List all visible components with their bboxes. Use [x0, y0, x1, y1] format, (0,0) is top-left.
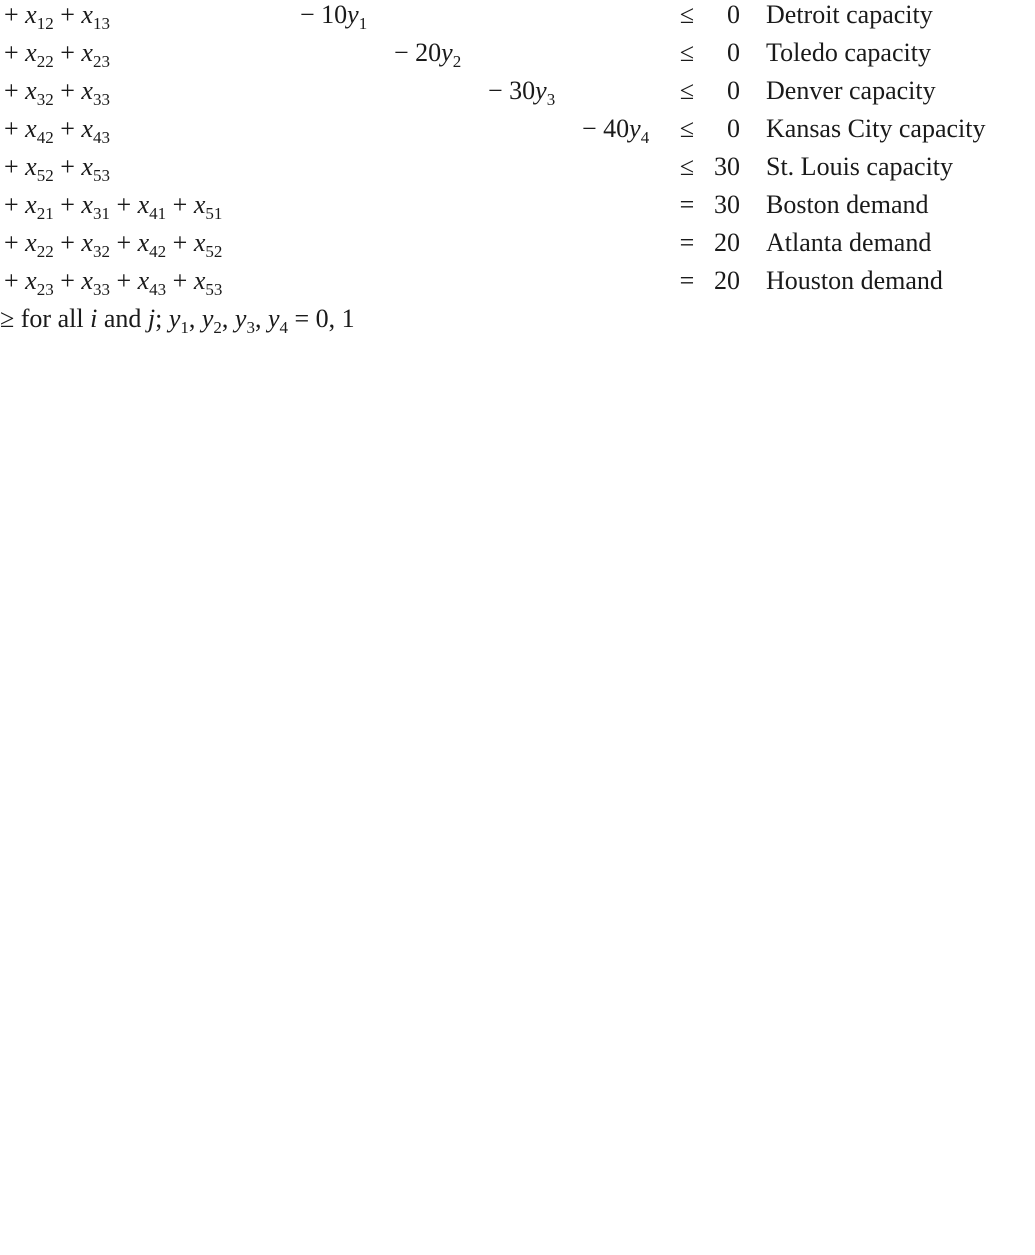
constraint-row	[0, 76, 1035, 114]
constraint-label: Atlanta demand	[766, 228, 932, 257]
subscript: 42	[36, 128, 54, 147]
constraint-label: Kansas City capacity	[766, 114, 986, 143]
subscript: 33	[92, 280, 110, 299]
variable: $x_{53}$	[81, 152, 110, 185]
subscript: 3	[246, 318, 255, 337]
subscript: 4	[279, 318, 289, 337]
constraint-label: Denver capacity	[766, 76, 936, 105]
nonnegativity-row	[0, 304, 1035, 342]
constraint-row	[0, 190, 1035, 228]
variable: $y_1$	[347, 0, 368, 33]
variable: $y_4$	[267, 304, 289, 337]
binary-term: − $30y_3$	[488, 76, 556, 109]
constraint-row	[0, 266, 1035, 304]
subscript: 2	[452, 52, 462, 71]
relation-symbol: =	[679, 266, 695, 295]
variable: $x_{42}$	[137, 228, 167, 261]
relation-symbol: ≤	[679, 114, 695, 143]
variable: $y_3$	[234, 304, 255, 337]
relation-symbol: ≤	[679, 152, 695, 181]
constraint-lhs: + $x_{22} + x_{32} + x_{42} + x_{52}$	[4, 228, 223, 261]
index-i: i	[90, 304, 98, 333]
subscript: 13	[92, 14, 110, 33]
constraint-row	[0, 38, 1035, 76]
variable: $x_{13}$	[81, 0, 110, 33]
variable: $y_4$	[629, 114, 650, 147]
variable: $x_{51}$	[193, 190, 223, 223]
subscript: 52	[36, 166, 54, 185]
subscript: 2	[213, 318, 222, 337]
variable: $x_{52}$	[25, 152, 54, 185]
binary-term: − $20y_2$	[394, 38, 462, 71]
constraint-rhs: 20	[714, 266, 740, 295]
variable: $x_{22}$	[25, 228, 54, 261]
variable: $x_{41}$	[137, 190, 167, 223]
variable: $y_2$	[441, 38, 462, 71]
subscript: 1	[358, 14, 368, 33]
subscript: 53	[92, 166, 110, 185]
subscript: 22	[36, 242, 54, 261]
subscript: 52	[205, 242, 223, 261]
variable: $x_{43}$	[81, 114, 110, 147]
constraint-rhs: 0	[727, 0, 740, 29]
variable: $x_{12}$	[25, 0, 54, 33]
constraint-label: Toledo capacity	[766, 38, 931, 67]
constraint-label: St. Louis capacity	[766, 152, 954, 181]
binary-term: − $10y_1$	[300, 0, 368, 33]
subscript: 32	[36, 90, 54, 109]
subscript: 23	[36, 280, 54, 299]
subscript: 21	[36, 204, 54, 223]
subscript: 3	[546, 90, 556, 109]
variable: $x_{22}$	[25, 38, 54, 71]
constraint-lhs: + $x_{52} + x_{53}$	[4, 152, 110, 185]
constraint-lhs: + $x_{32} + x_{33}$	[4, 76, 110, 109]
constraint-row	[0, 152, 1035, 190]
variable: $x_{32}$	[81, 228, 110, 261]
constraint-lhs: + $x_{22} + x_{23}$	[4, 38, 110, 71]
subscript: 32	[92, 242, 110, 261]
constraint-label: Detroit capacity	[766, 0, 933, 29]
relation-symbol: =	[679, 228, 695, 257]
variable: $x_{42}$	[25, 114, 54, 147]
subscript: 53	[205, 280, 223, 299]
index-j: j	[147, 304, 156, 333]
constraint-rhs: 0	[727, 114, 740, 143]
variable: $x_{23}$	[81, 38, 110, 71]
subscript: 4	[640, 128, 650, 147]
variable: $x_{21}$	[25, 190, 54, 223]
binary-term: − $40y_4$	[582, 114, 650, 147]
subscript: 41	[149, 204, 167, 223]
subscript: 51	[205, 204, 223, 223]
constraint-row	[0, 228, 1035, 266]
variable: $x_{43}$	[137, 266, 167, 299]
variable: $y_2$	[201, 304, 222, 337]
constraint-lhs: + $x_{42} + x_{43}$	[4, 114, 110, 147]
variable: $x_{23}$	[25, 266, 54, 299]
constraint-rhs: 30	[714, 190, 740, 219]
constraint-rhs: 30	[714, 152, 740, 181]
constraint-rhs: 0	[727, 76, 740, 105]
variable: $x_{33}$	[81, 266, 110, 299]
constraint-row	[0, 114, 1035, 152]
subscript: 33	[92, 90, 110, 109]
constraint-lhs: + $x_{21} + x_{31} + x_{41} + x_{51}$	[4, 190, 223, 223]
subscript: 1	[180, 318, 189, 337]
relation-symbol: ≤	[679, 0, 695, 29]
constraint-label: Houston demand	[766, 266, 943, 295]
constraint-label: Boston demand	[766, 190, 929, 219]
subscript: 31	[92, 204, 110, 223]
constraint-lhs: + $x_{12} + x_{13}$	[4, 0, 110, 33]
nonnegativity-text: ≥ for all i and j; $y_1$, $y_2$, $y_3$, $y_4 = 0$, 1	[0, 304, 355, 337]
variable: $x_{52}$	[193, 228, 223, 261]
constraint-rhs: 0	[727, 38, 740, 67]
subscript: 43	[92, 128, 110, 147]
subscript: 22	[36, 52, 54, 71]
variable: $x_{32}$	[25, 76, 54, 109]
subscript: 23	[92, 52, 110, 71]
constraint-lhs: + $x_{23} + x_{33} + x_{43} + x_{53}$	[4, 266, 223, 299]
constraint-row	[0, 0, 1035, 38]
subscript: 42	[149, 242, 167, 261]
variable: $y_3$	[535, 76, 556, 109]
relation-symbol: ≤	[679, 38, 695, 67]
relation-symbol: ≤	[679, 76, 695, 105]
variable: $x_{31}$	[81, 190, 110, 223]
relation-symbol: =	[679, 190, 695, 219]
subscript: 12	[36, 14, 54, 33]
subscript: 43	[149, 280, 167, 299]
variable: $y_1$	[168, 304, 189, 337]
constraint-rhs: 20	[714, 228, 740, 257]
variable: $x_{53}$	[193, 266, 223, 299]
variable: $x_{33}$	[81, 76, 110, 109]
